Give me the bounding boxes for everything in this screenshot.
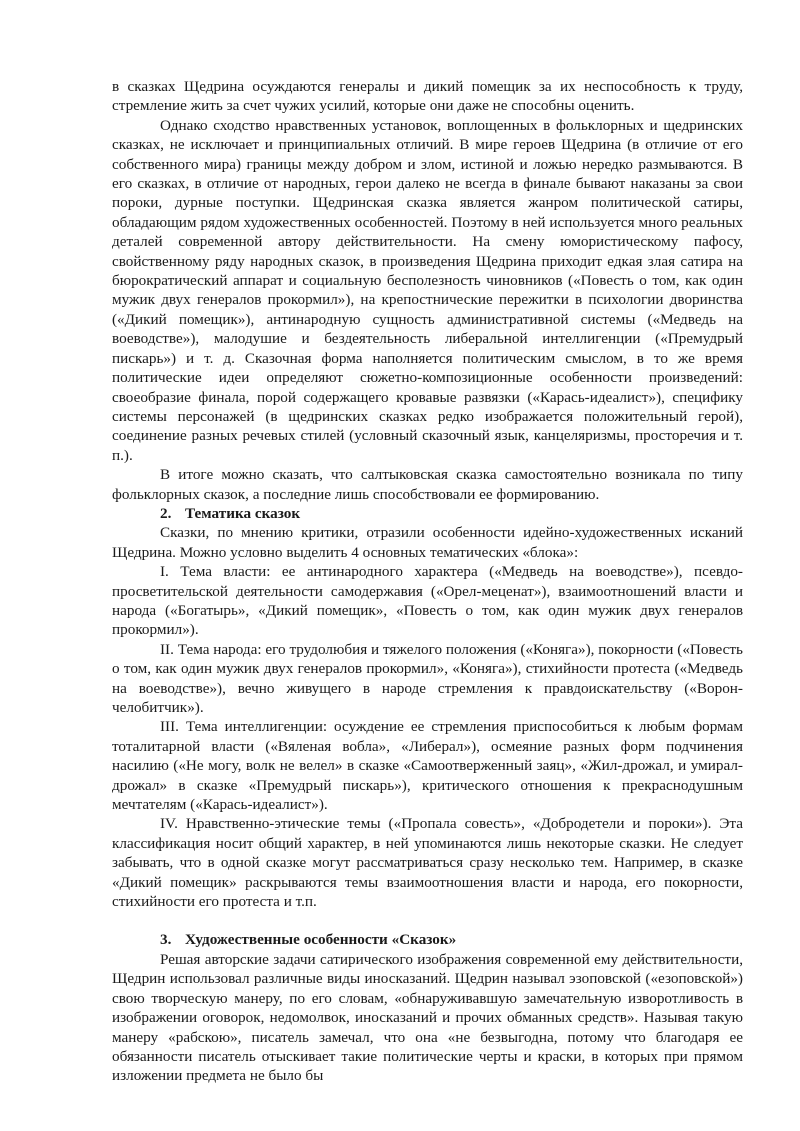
paragraph-theme-power: I. Тема власти: ее антинародного характера («Медведь на воеводстве»), псевдо-просветительской деятельности самодержавия («Орел-меценат»), взаимоотношений власти и народа («Богатырь», «Дикий помещик», «Повесть о том, как один мужик двух генералов прокормил»). — [112, 563, 743, 639]
paragraph-themes-intro: Сказки, по мнению критики, отразили особенности идейно-художественных исканий Щедрина. Можно условно выделить 4 основных тематических «блока»: — [112, 524, 743, 561]
paragraph-intro-continuation: в сказках Щедрина осуждаются генералы и дикий помещик за их неспособность к труду, стремление жить за счет чужих усилий, которые они даже не способны оценить. — [112, 78, 743, 115]
document-page — [112, 77, 743, 1086]
section-spacer — [112, 911, 743, 930]
section-title: Тематика сказок — [185, 504, 301, 522]
section-number: 2. — [160, 504, 172, 522]
paragraph-conclusion: В итоге можно сказать, что салтыковская сказка самостоятельно возникала по типу фольклорных сказок, а последние лишь способствовали ее формированию. — [112, 466, 743, 503]
section-number: 3. — [160, 931, 172, 949]
paragraph-theme-ethics: IV. Нравственно-этические темы («Пропала совесть», «Добродетели и пороки»). Эта классификация носит общий характер, в ней упоминаются лишь некоторые сказки. Не следует забывать, что в одной сказке могут рассматриваться сразу несколько тем. Например, в сказке «Дикий помещик» раскрываются темы взаимоотношения власти и народа, его покорности, стихийности его протеста и т.п. — [112, 815, 743, 911]
section-title: Художественные особенности «Сказок» — [185, 931, 457, 949]
paragraph-theme-people: II. Тема народа: его трудолюбия и тяжелого положения («Коняга»), покорности («Повесть о том, как один мужик двух генералов прокормил», «Коняга»), стихийности протеста («Медведь на воеводстве»), вечно живущего в народе стремления к правдоискательству («Ворон-челобитчик»). — [112, 640, 743, 716]
section-heading-themes — [112, 504, 743, 523]
paragraph-theme-intelligentsia: III. Тема интеллигенции: осуждение ее стремления приспособиться к любым формам тоталитарной власти («Вяленая вобла», «Либерал»), осмеяние разных форм подчинения насилию («Не могу, волк не велел» в сказке «Самоотверженный заяц», «Жил-дрожал, и умирал-дрожал» в сказке «Премудрый пискарь»), критического отношения к прекраснодушным мечтателям («Карась-идеалист»). — [112, 718, 743, 814]
paragraph-aesopian-language: Решая авторские задачи сатирического изображения современной ему действительности, Щедрин использовал различные виды иносказаний. Щедрин называл эзоповской («езоповской») свою творческую манеру, по его словам, «обнаруживавшую замечательную изворотливость в изображении оговорок, недомолвок, иносказаний и прочих обманных средств». Называя такую манеру «рабскою», писатель замечал, что она «не безвыгодна, потому что благодаря ее обязанности писатель отыскивает такие политические черты и краски, в которых при прямом изложении предмета не было бы — [112, 950, 743, 1085]
paragraph-differences: Однако сходство нравственных установок, воплощенных в фольклорных и щедринских сказках, не исключает и принципиальных отличий. В мире героев Щедрина (в отличие от его собственного мира) границы между добром и злом, истиной и ложью нередко размываются. В его сказках, в отличие от народных, герои далеко не всегда в финале бывают наказаны за свои пороки, дурные поступки. Щедринская сказка является жанром политической сатиры, обладающим рядом художественных особенностей. Поэтому в ней используется много реальных деталей современной автору действительности. На смену юмористическому пафосу, свойственному ряду народных сказок, в произведения Щедрина приходит едкая злая сатира на бюрократический аппарат и социальную бесполезность чиновников («Повесть о том, как один мужик двух генералов прокормил»), на крепостнические пережитки в психологии дворинства («Дикий помещик»), антинародную сущность административной системы («Медведь на воеводстве»), малодушие и бездеятельность либеральной интеллигенции («Премудрый пискарь») и т. д. Сказочная форма наполняется политическим смыслом, в то же время политические идеи определяют сюжетно-композиционные особенности произведений: своеобразие финала, порой содержащего кровавые развязки («Карась-идеалист»), специфику системы персонажей (в щедринских сказках редко изображается положительный герой), соединение разных речевых стилей (условный сказочный язык, канцеляризмы, просторечия и т. п.). — [112, 116, 743, 464]
section-heading-artistic-features — [112, 930, 743, 949]
